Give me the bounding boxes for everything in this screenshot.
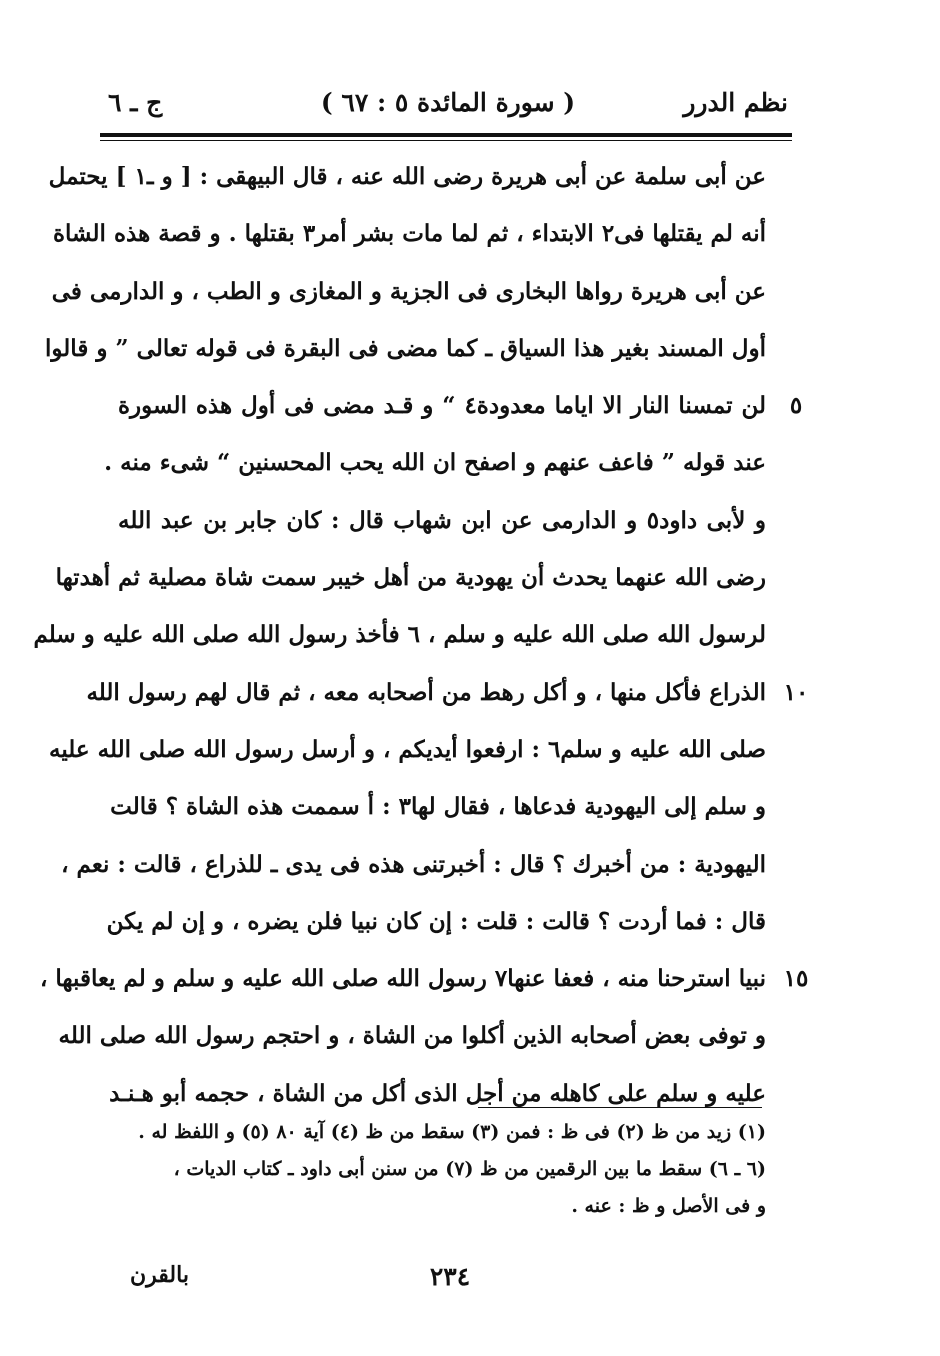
text-line: عليه و سلم على كاهله من أجل الذى أكل من الشاة ، حجمه أبو هـنـد (109, 1079, 766, 1107)
footnote-line: (٦ ـ ٦) سقط ما بين الرقمين من ظ (٧) من سنن أبى داود ـ كتاب الديات ، (173, 1158, 766, 1180)
text-line: و سلم إلى اليهودية فدعاها ، فقال لها٣ : أ سممت هذه الشاة ؟ قالت (110, 793, 766, 821)
text-line: لرسول الله صلى الله عليه و سلم ، ٦ فأخذ رسول الله صلى الله عليه و سلم (33, 621, 766, 649)
header-rule-thin (100, 140, 792, 141)
text-line: اليهودية : من أخبرك ؟ قال : أخبرتنى هذه فى يدى ـ للذراع ، قالت : نعم ، (61, 850, 766, 878)
running-header (108, 88, 788, 128)
footnotes (120, 1114, 766, 1225)
text-line: الذراع فأكل منها ، و أكل رهط من أصحابه معه ، ثم قال لهم رسول الله ١٠ (118, 664, 766, 721)
header-rule (100, 133, 792, 137)
footnote-line: (١) زيد من ظ (٢) فى ظ : فمن (٣) سقط من ظ (٤) آية ٨٠ (٥) و اللفظ له . (138, 1121, 766, 1143)
text-line: رضى الله عنهما يحدث أن يهودية من أهل خيبر سمت شاة مصلية ثم أهدتها (55, 564, 766, 592)
line-number: ١٠ (783, 678, 809, 706)
text-line: أول المسند بغير هذا السياق ـ كما مضى فى البقرة فى قوله تعالى ” و قالوا (45, 334, 766, 362)
catchword: بالقرن (130, 1262, 189, 1288)
text-line: نبيا استرحنا منه ، فعفا عنها٧ رسول الله صلى الله عليه و سلم و لم يعاقبها ، ١٥ (118, 950, 766, 1007)
text-line: أنه لم يقتلها فى٢ الابتداء ، ثم لما مات بشر أمر٣ بقتلها . و قصة هذه الشاة (52, 220, 766, 248)
text-line: لن تمسنا النار الا اياما معدودة٤ “ و قـد مضى فى أول هذه السورة ٥ (118, 377, 766, 434)
footnote-separator (478, 1107, 762, 1108)
book-title: نظم الدرر (683, 88, 788, 117)
line-number: ١٥ (783, 965, 809, 993)
text-line: صلى الله عليه و سلم٦ : ارفعوا أيديكم ، و أرسل رسول الله صلى الله عليه (49, 735, 766, 763)
main-text (33, 148, 809, 1122)
surah-reference: ( سورة المائدة ٥ : ٦٧ ) (320, 88, 576, 117)
text-line: و لأبى داود٥ و الدارمى عن ابن شهاب قال : كان جابر بن عبد الله (118, 506, 766, 534)
text-line: و توفى بعض أصحابه الذين أكلوا من الشاة ، و احتجم رسول الله صلى الله (58, 1022, 766, 1050)
text-line: قال : فما أردت ؟ قالت : قلت : إن كان نبيا فلن يضره ، و إن لم يكن (106, 907, 766, 935)
line-number: ٥ (789, 392, 803, 420)
volume-number: ج ـ ٦ (108, 88, 163, 117)
text-line: عند قوله ” فاعف عنهم و اصفح ان الله يحب المحسنين “ شىء منه . (104, 449, 766, 477)
page-number: ٢٣٤ (429, 1262, 471, 1291)
text-line: عن أبى سلمة عن أبى هريرة رضى الله عنه ، قال البيهقى : [ و ـ١ ] يحتمل (48, 163, 766, 190)
footnote-line: و فى الأصل و ظ : عنه . (571, 1195, 766, 1217)
text-line: عن أبى هريرة رواها البخارى فى الجزية و المغازى و الطب ، و الدارمى فى (51, 277, 766, 305)
